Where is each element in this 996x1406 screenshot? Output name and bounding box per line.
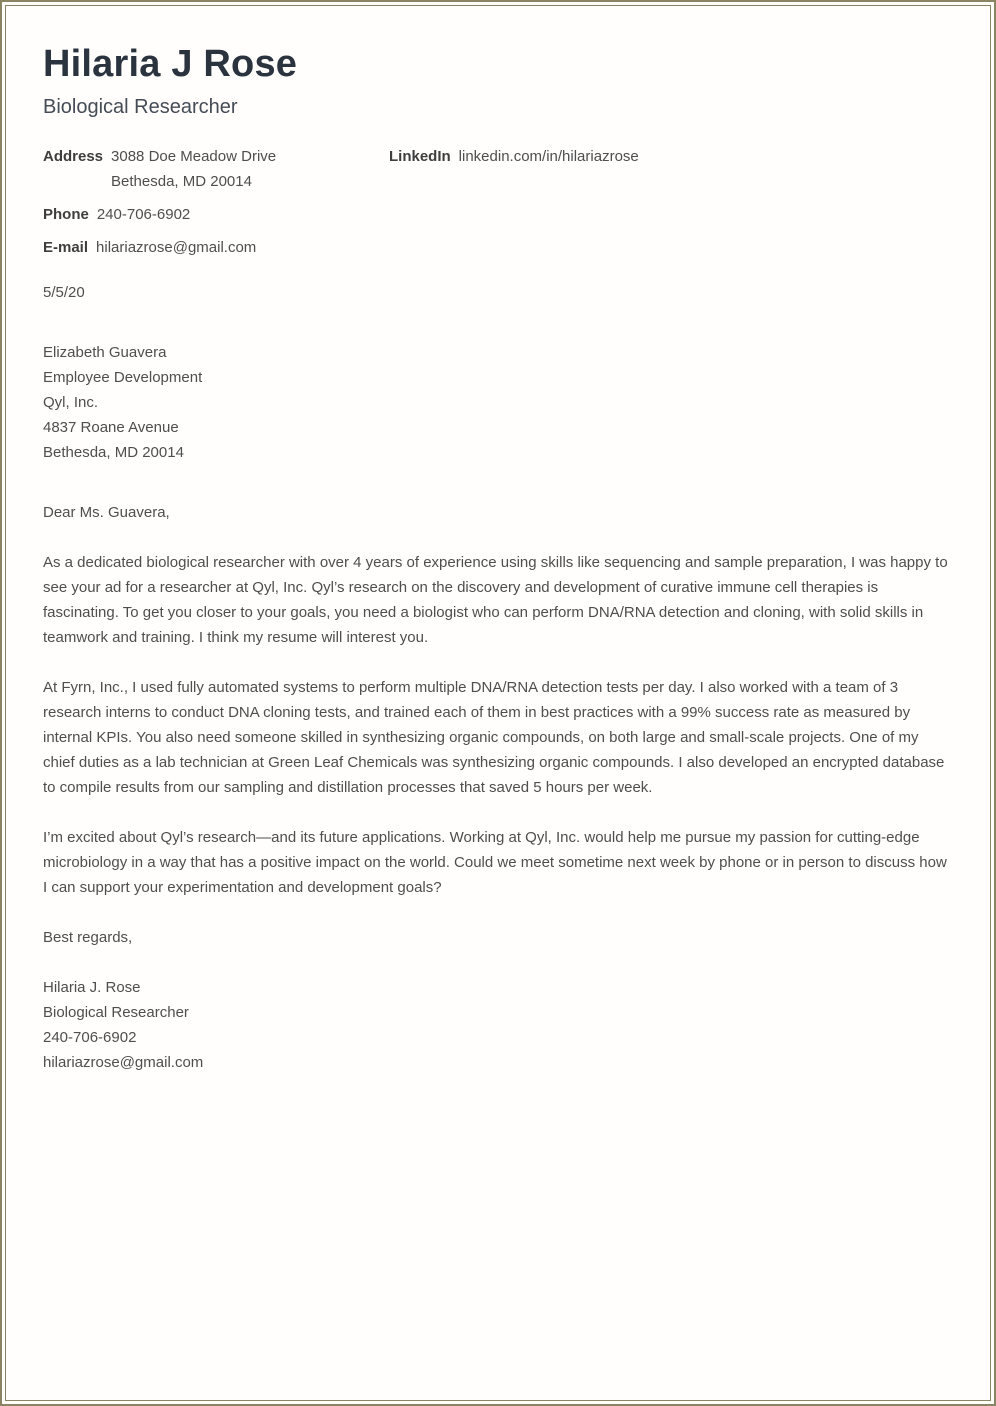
contact-row-phone	[43, 202, 953, 227]
recipient-block	[43, 340, 953, 465]
body-paragraph-3: I’m excited about Qyl’s research—and its future applications. Working at Qyl, Inc. would help me pursue my passion for cutting-edge microbiology in a way that has a positive impact on the world. Could we meet sometime next week by phone or in person to discuss how I can support your experimentation and development goals?	[43, 829, 947, 896]
address-line-1: 3088 Doe Meadow Drive	[111, 148, 277, 165]
page-title: Hilaria J Rose	[43, 43, 298, 85]
contact-row-email	[43, 235, 953, 260]
contact-row-linkedin	[389, 144, 639, 169]
signature-title: Biological Researcher	[43, 1004, 189, 1021]
body-paragraph-1: As a dedicated biological researcher with over 4 years of experience using skills like sequencing and sample preparation, I was happy to see your ad for a researcher at Qyl, Inc. Qyl’s research on the discovery and development of curative immune cell therapies is fascinating. To get you closer to your goals, you need a biologist who can perform DNA/RNA detection and cloning, with solid skills in teamwork and training. I think my resume will interest you.	[43, 554, 948, 646]
address-line-2: Bethesda, MD 20014	[111, 173, 252, 190]
page-border-frame	[5, 5, 991, 1401]
letter-content	[6, 6, 990, 1075]
phone-value: 240-706-6902	[96, 206, 191, 223]
salutation: Dear Ms. Guavera,	[43, 504, 170, 521]
signature-name: Hilaria J. Rose	[43, 979, 141, 996]
recipient-street: 4837 Roane Avenue	[43, 419, 179, 436]
phone-label: Phone	[43, 206, 89, 223]
address-label: Address	[43, 148, 104, 165]
recipient-department: Employee Development	[43, 369, 203, 386]
body-paragraph-2: At Fyrn, Inc., I used fully automated systems to perform multiple DNA/RNA detection tests per day. I also worked with a team of 3 research interns to conduct DNA cloning tests, and trained each of them in best practices with a 99% success rate as measured by internal KPIs. You also need someone skilled in synthesizing organic compounds, on both large and small-scale projects. One of my chief duties as a lab technician at Green Leaf Chemicals was synthesizing organic compounds. I also developed an encrypted database to compile results from our sampling and distillation processes that saved 5 hours per week.	[43, 679, 945, 796]
recipient-company: Qyl, Inc.	[43, 394, 99, 411]
recipient-name: Elizabeth Guavera	[43, 344, 167, 361]
address-value	[111, 144, 276, 194]
job-title: Biological Researcher	[43, 96, 238, 118]
signature-phone: 240-706-6902	[43, 1029, 137, 1046]
linkedin-label: LinkedIn	[389, 148, 451, 165]
linkedin-value: linkedin.com/in/hilariazrose	[458, 148, 639, 165]
closing-line: Best regards,	[43, 929, 133, 946]
recipient-city: Bethesda, MD 20014	[43, 444, 184, 461]
contact-info	[43, 144, 953, 260]
letter-date: 5/5/20	[43, 284, 85, 301]
email-label: E-mail	[43, 239, 89, 256]
email-value: hilariazrose@gmail.com	[96, 239, 257, 256]
signature-block	[43, 975, 953, 1075]
signature-email: hilariazrose@gmail.com	[43, 1054, 204, 1071]
